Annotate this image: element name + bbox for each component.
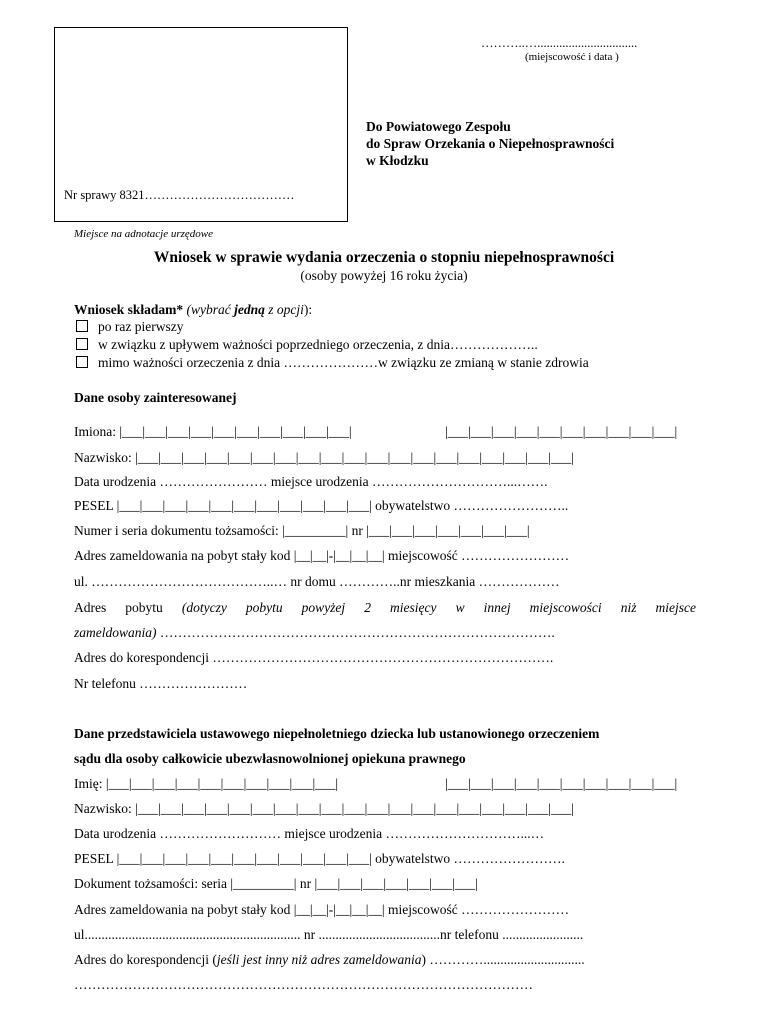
- page-title: Wniosek w sprawie wydania orzeczenia o stopniu niepełnosprawności: [153, 249, 615, 266]
- choice-label-hint-c: z opcji: [264, 302, 304, 317]
- section-heading-representative: Dane przedstawiciela ustawowego niepełnoletniego dziecka lub ustanowionego orzeczeniem: [74, 726, 600, 741]
- section-heading-applicant: Dane osoby zainteresowanej: [74, 390, 237, 405]
- choice-label-hint-b: jedną: [234, 302, 265, 317]
- option-health-change-label: mimo ważności orzeczenia z dnia …………………w związku ze zmianą w stanie zdrowia: [98, 355, 589, 370]
- option-first-time[interactable]: [76, 319, 183, 335]
- residence-dots: …………………………………………………………………………….: [156, 625, 555, 640]
- residence-label: Adres pobytu: [74, 600, 182, 615]
- option-first-time-label: po raz pierwszy: [98, 319, 184, 334]
- option-expiry-label: w związku z upływem ważności poprzedniego orzeczenia, z dnia………………..: [98, 337, 538, 352]
- checkbox-expiry[interactable]: [76, 338, 88, 350]
- rep-field-correspondence-line2[interactable]: …………………………………………………………………………………………: [74, 977, 533, 992]
- choice-label-hint-a: (wybrać: [183, 302, 235, 317]
- rep-correspondence-label: Adres do korespondencji (: [74, 952, 217, 967]
- field-birth-date-place[interactable]: Data urodzenia …………………… miejsce urodzenia …………………………...…….: [74, 474, 548, 489]
- field-street[interactable]: ul. …………………………………..… nr domu …………..nr mieszkania ………………: [74, 574, 560, 589]
- section-heading-representative-line2: sądu dla osoby całkowicie ubezwłasnowolnionej opiekuna prawnego: [74, 751, 466, 766]
- field-residence-address[interactable]: [74, 600, 696, 616]
- case-number: Nr sprawy 8321………………………………: [64, 188, 295, 202]
- field-id-document[interactable]: Numer i seria dokumentu tożsamości: |_________| nr |___|___|___|___|___|___|___|: [74, 523, 530, 538]
- choice-label-end: ):: [303, 302, 313, 317]
- choice-label: [74, 302, 312, 318]
- rep-correspondence-hint: jeśli jest inny niż adres zameldowania: [216, 952, 422, 967]
- option-health-change[interactable]: [76, 355, 589, 371]
- field-pesel-citizenship[interactable]: PESEL |___|___|___|___|___|___|___|___|___|___|___| obywatelstwo ……………………..: [74, 498, 569, 513]
- annotation-caption: Miejsce na adnotacje urzędowe: [74, 228, 213, 240]
- rep-field-first-name[interactable]: Imię: |___|___|___|___|___|___|___|___|___|___|: [74, 776, 339, 791]
- rep-field-registered-address[interactable]: Adres zameldowania na pobyt stały kod |__|__|-|__|__|__| miejscowość ……………………: [74, 902, 570, 917]
- rep-field-id-document[interactable]: Dokument tożsamości: seria |_________| nr |___|___|___|___|___|___|___|: [74, 876, 478, 891]
- addressee-line-1: Do Powiatowego Zespołu: [366, 119, 511, 134]
- field-surname[interactable]: Nazwisko: |___|___|___|___|___|___|___|___|___|___|___|___|___|___|___|___|___|___|___|: [74, 450, 574, 465]
- checkbox-health-change[interactable]: [76, 356, 88, 368]
- rep-field-street-phone[interactable]: ul................................................................ nr ....................................nr telefonu ........................: [74, 927, 584, 942]
- page-subtitle: (osoby powyżej 16 roku życia): [300, 268, 468, 283]
- option-expiry[interactable]: [76, 337, 538, 353]
- addressee-line-2: do Spraw Orzekania o Niepełnosprawności: [366, 136, 615, 151]
- residence-hint: (dotyczy pobytu powyżej 2 miesięcy w innej miejscowości niż miejsce: [181, 600, 696, 615]
- rep-field-correspondence-address[interactable]: [74, 952, 585, 968]
- rep-correspondence-dots: ) …………..............................: [421, 952, 585, 967]
- place-date-field[interactable]: ………..…................................: [481, 36, 638, 50]
- place-date-caption: (miejscowość i data ): [525, 51, 619, 63]
- rep-field-first-name-second[interactable]: |___|___|___|___|___|___|___|___|___|___|: [445, 776, 678, 791]
- checkbox-first-time[interactable]: [76, 320, 88, 332]
- rep-field-birth-date-place[interactable]: Data urodzenia ……………………… miejsce urodzenia …………………………...…: [74, 826, 545, 841]
- field-first-names[interactable]: Imiona: |___|___|___|___|___|___|___|___|___|___|: [74, 424, 352, 439]
- choice-label-main: Wniosek składam*: [74, 302, 184, 317]
- rep-field-pesel-citizenship[interactable]: PESEL |___|___|___|___|___|___|___|___|___|___|___| obywatelstwo …………………….: [74, 851, 565, 866]
- field-residence-address-line2[interactable]: [74, 625, 555, 641]
- residence-hint-end: zameldowania): [74, 625, 157, 640]
- field-correspondence-address[interactable]: Adres do korespondencji ………………………………………………………………….: [74, 650, 554, 665]
- rep-field-surname[interactable]: Nazwisko: |___|___|___|___|___|___|___|___|___|___|___|___|___|___|___|___|___|___|___|: [74, 801, 574, 816]
- field-first-names-second[interactable]: |___|___|___|___|___|___|___|___|___|___|: [445, 424, 678, 439]
- field-phone[interactable]: Nr telefonu ……………………: [74, 676, 248, 691]
- addressee-line-3: w Kłodzku: [366, 153, 429, 168]
- field-registered-address[interactable]: Adres zameldowania na pobyt stały kod |__|__|-|__|__|__| miejscowość ……………………: [74, 548, 570, 563]
